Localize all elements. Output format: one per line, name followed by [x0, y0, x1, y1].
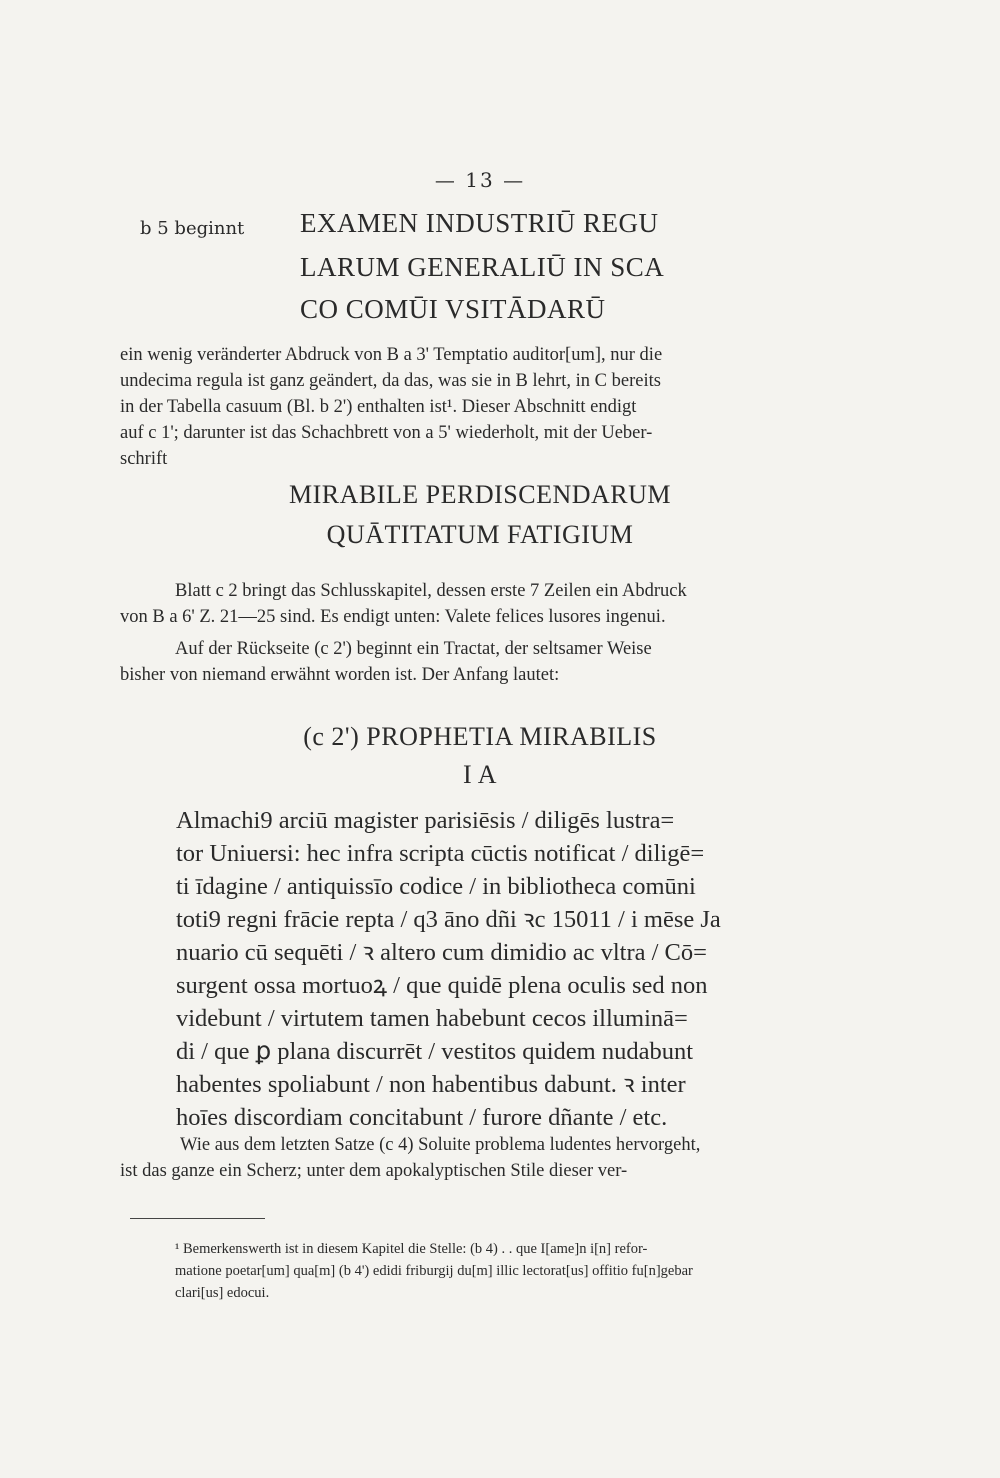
text-line: schrift: [120, 449, 168, 469]
heading2-line: QUĀTITATUM FATIGIUM: [326, 520, 634, 549]
heading1-line: CO COMŪI VSITĀDARŪ: [300, 294, 606, 324]
footnote: [175, 1238, 855, 1304]
side-label: b 5 beginnt: [140, 218, 245, 239]
text-line: clari[us] edocui.: [175, 1285, 270, 1301]
text-line: ist das ganze ein Scherz; unter dem apokalyptischen Stile dieser ver-: [120, 1161, 628, 1181]
text-line: videbunt / virtutem tamen habebunt cecos illuminā=: [176, 1005, 688, 1032]
text-line: auf c 1'; darunter ist das Schachbrett von a 5' wiederholt, mit der Ueber-: [120, 423, 653, 443]
paragraph-3: [120, 1132, 840, 1184]
heading1-line: EXAMEN INDUSTRIŪ REGU: [300, 208, 659, 238]
text-line: habentes spoliabunt / non habentibus dabunt. ꝛ inter: [176, 1071, 686, 1098]
page-number: — 13 —: [434, 168, 526, 192]
text-line: toti9 regni frācie repta / q3 āno dñi ꝛc 15011 / i mēse Ja: [176, 906, 721, 933]
text-line: Auf der Rückseite (c 2') beginnt ein Tractat, der seltsamer Weise: [175, 639, 652, 659]
text-line: surgent ossa mortuoꝝ / que quidē plena oculis sed non: [176, 972, 708, 999]
latin-text: [176, 804, 816, 1134]
text-line: ein wenig veränderter Abdruck von B a 3' Temptatio auditor[um], nur die: [120, 345, 663, 365]
text-line: hoīes discordiam concitabunt / furore dñante / etc.: [176, 1104, 668, 1131]
text-line: di / que ꝑ plana discurrēt / vestitos quidem nudabunt: [176, 1038, 694, 1065]
text-line: Blatt c 2 bringt das Schlusskapitel, dessen erste 7 Zeilen ein Abdruck: [175, 581, 687, 601]
text-line: ¹ Bemerkenswerth ist in diesem Kapitel die Stelle: (b 4) . . que I[ame]n i[n] refor-: [175, 1241, 648, 1257]
heading3-line: I A: [463, 760, 497, 789]
heading2-line: MIRABILE PERDISCENDARUM: [288, 480, 672, 509]
paragraph-2: [120, 578, 840, 688]
paragraph-1: [120, 342, 840, 472]
heading1-line: LARUM GENERALIŪ IN SCA: [300, 252, 665, 282]
text-line: tor Uniuersi: hec infra scripta cūctis notificat / diligē=: [176, 840, 705, 867]
text-line: Wie aus dem letzten Satze (c 4) Soluite problema ludentes hervorgeht,: [180, 1135, 701, 1155]
text-line: nuario cū sequēti / ꝛ altero cum dimidio ac vltra / Cō=: [176, 939, 707, 966]
text-line: matione poetar[um] qua[m] (b 4') edidi friburgij du[m] illic lectorat[us] offitio fu[n]gebar: [175, 1263, 693, 1279]
footnote-rule: [130, 1218, 265, 1219]
heading3-line: (c 2') PROPHETIA MIRABILIS: [303, 722, 657, 751]
text-line: in der Tabella casuum (Bl. b 2') enthalten ist¹. Dieser Abschnitt endigt: [120, 397, 637, 417]
text-line: von B a 6' Z. 21—25 sind. Es endigt unten: Valete felices lusores ingenui.: [120, 607, 666, 627]
text-line: undecima regula ist ganz geändert, da das, was sie in B lehrt, in C bereits: [120, 371, 661, 391]
text-line: ti īdagine / antiquissīo codice / in bibliotheca comūni: [176, 873, 696, 900]
text-line: Almachi9 arciū magister parisiēsis / diligēs lustra=: [176, 807, 675, 834]
text-line: bisher von niemand erwähnt worden ist. Der Anfang lautet:: [120, 665, 560, 685]
